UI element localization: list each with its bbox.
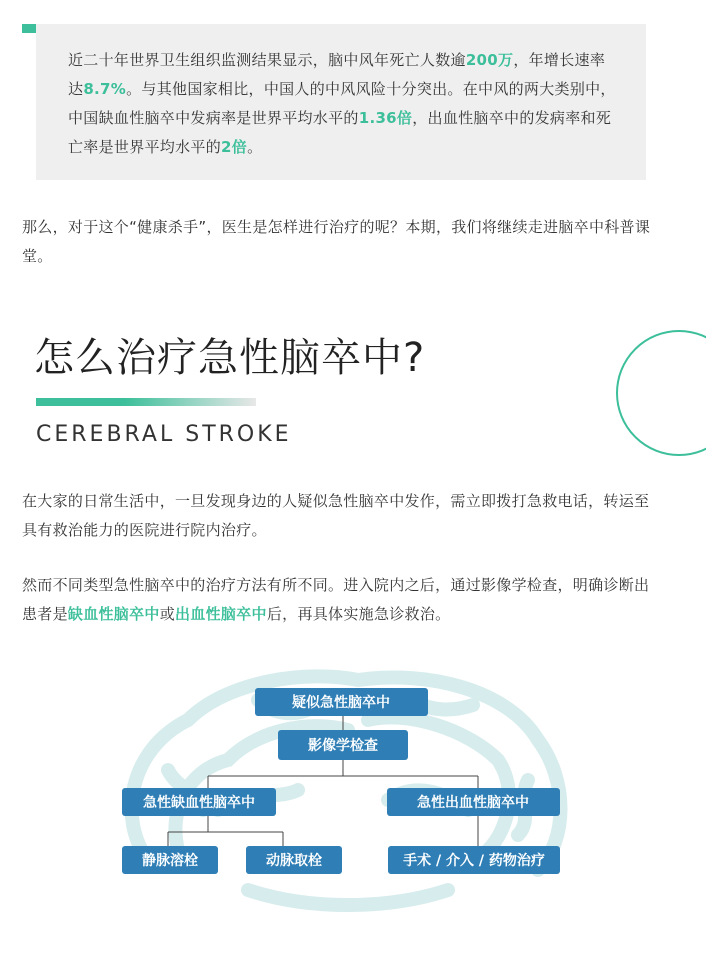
- node-imaging-label: 影像学检查: [308, 738, 378, 754]
- body-text: 然而不同类型急性脑卒中的治疗方法有所不同。进入院内之后，通过影像学检查，明确诊断出患者是: [22, 576, 650, 623]
- paragraph-emergency: 在大家的日常生活中，一旦发现身边的人疑似急性脑卒中发作，需立即拨打急救电话，转运至具有救治能力的医院进行院内治疗。: [22, 492, 650, 539]
- body-text: ，出血性脑卒中的发病率和死亡率是世界平均水平的: [68, 109, 612, 156]
- title-underline-bar: [36, 398, 256, 406]
- node-iv-thrombolysis: [122, 846, 218, 874]
- highlight-text: 8.7%: [83, 80, 127, 98]
- node-iv-thrombolysis-label: 静脉溶栓: [142, 853, 198, 869]
- body-text: ，年增长速率达: [68, 51, 606, 98]
- node-root-label: 疑似急性脑卒中: [292, 695, 390, 711]
- body-text: 。与其他国家相比，中国人的中风风险十分突出。在中风的两大类别中，中国缺血性脑卒中发病率是世界平均水平的: [68, 80, 616, 127]
- node-thrombectomy: [246, 846, 342, 874]
- node-ischemic-label: 急性缺血性脑卒中: [143, 795, 255, 811]
- node-ischemic: [122, 788, 276, 816]
- highlight-text: 出血性脑卒中: [175, 605, 267, 623]
- node-imaging: [278, 730, 408, 760]
- node-surgery: [388, 846, 560, 874]
- section-title: 怎么治疗急性脑卒中?: [34, 335, 426, 381]
- highlight-text: 200万: [465, 51, 514, 69]
- node-surgery-label: 手术 / 介入 / 药物治疗: [403, 853, 545, 869]
- paragraph-diagnosis: [22, 571, 662, 629]
- node-root: [255, 688, 428, 716]
- highlight-text: 缺血性脑卒中: [67, 605, 160, 623]
- body-text: 近二十年世界卫生组织监测结果显示，脑中风年死亡人数逾: [68, 51, 466, 69]
- decorative-circle: [616, 330, 706, 456]
- treatment-flowchart: [108, 660, 578, 918]
- highlight-text: 1.36倍: [358, 109, 413, 127]
- body-text: 。: [247, 138, 263, 156]
- highlight-text: 2倍: [221, 138, 248, 156]
- section-subtitle: CEREBRAL STROKE: [36, 422, 292, 447]
- body-text: 或: [159, 605, 176, 623]
- body-text: 后，再具体实施急诊救治。: [266, 605, 451, 623]
- node-thrombectomy-label: 动脉取栓: [266, 853, 322, 869]
- node-hemorrhagic: [387, 788, 560, 816]
- intro-quote-box: [36, 24, 646, 180]
- node-hemorrhagic-label: 急性出血性脑卒中: [417, 795, 529, 811]
- paragraph-question: 那么，对于这个“健康杀手”，医生是怎样进行治疗的呢？本期，我们将继续走进脑卒中科普课堂。: [22, 218, 651, 265]
- intro-text: [68, 46, 616, 162]
